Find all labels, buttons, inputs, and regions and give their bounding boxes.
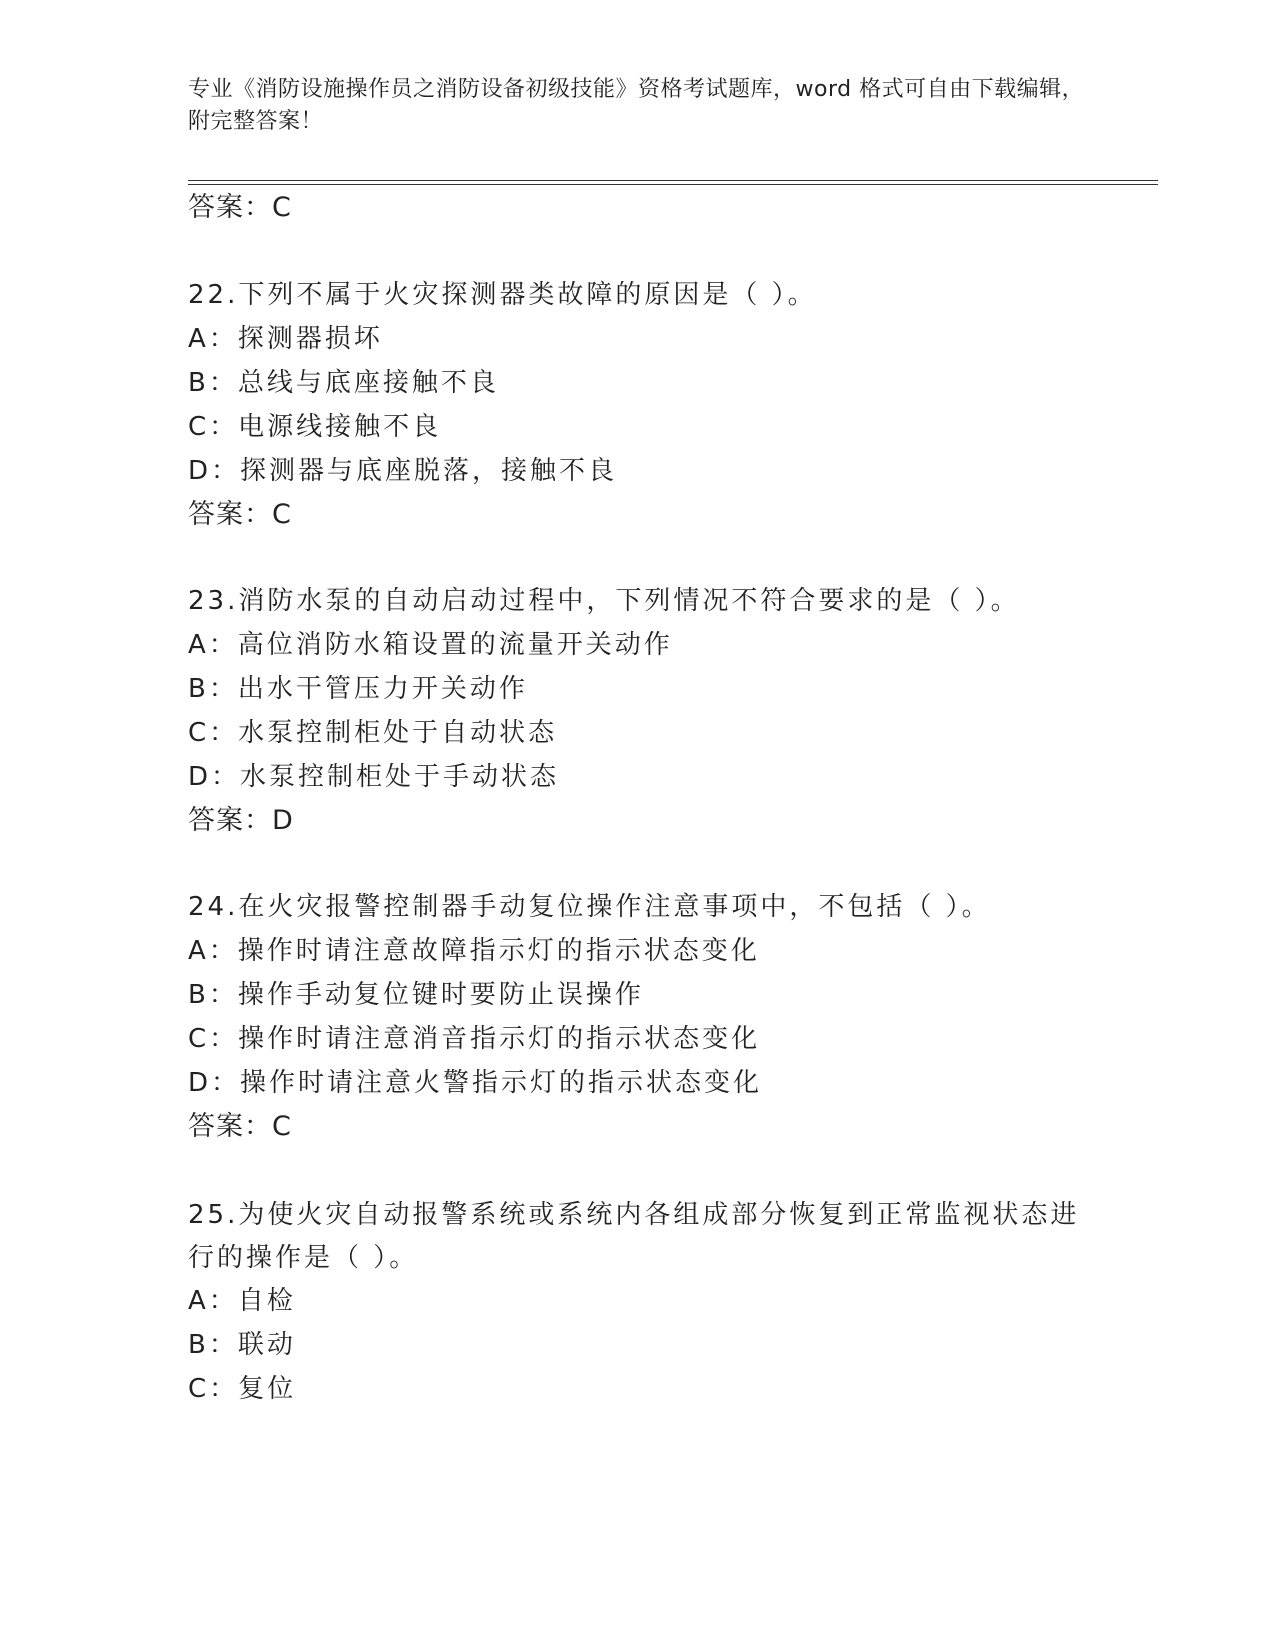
question-23-option-d: D：水泵控制柜处于手动状态 <box>188 762 560 792</box>
header-divider-bottom <box>188 184 1158 185</box>
previous-answer: 答案：C <box>188 192 292 223</box>
question-23-option-b: B：出水干管压力开关动作 <box>188 674 528 704</box>
question-23-answer: 答案：D <box>188 805 294 836</box>
question-25-option-a: A：自检 <box>188 1286 296 1316</box>
question-22-option-a: A：探测器损坏 <box>188 324 383 354</box>
question-25-option-b: B：联动 <box>188 1330 296 1360</box>
question-24-answer: 答案：C <box>188 1111 292 1142</box>
question-24-option-d: D：操作时请注意火警指示灯的指示状态变化 <box>188 1068 763 1098</box>
document-header: 专业《消防设施操作员之消防设备初级技能》资格考试题库，word 格式可自由下载编辑，附完整答案！ <box>188 77 1085 134</box>
question-24-stem: 24.在火灾报警控制器手动复位操作注意事项中，不包括（ ）。 <box>188 892 991 922</box>
question-24-option-a: A：操作时请注意故障指示灯的指示状态变化 <box>188 936 760 966</box>
question-22-option-c: C：电源线接触不良 <box>188 412 442 442</box>
question-24-option-c: C：操作时请注意消音指示灯的指示状态变化 <box>188 1024 761 1054</box>
header-divider-top <box>188 180 1158 181</box>
question-22-option-b: B：总线与底座接触不良 <box>188 368 499 398</box>
question-23-stem: 23.消防水泵的自动启动过程中，下列情况不符合要求的是（ ）。 <box>188 586 1020 616</box>
question-22-option-d: D：探测器与底座脱落，接触不良 <box>188 456 618 486</box>
question-22-answer: 答案：C <box>188 499 292 530</box>
question-23-option-a: A：高位消防水箱设置的流量开关动作 <box>188 630 673 660</box>
question-23-option-c: C：水泵控制柜处于自动状态 <box>188 718 558 748</box>
question-25-stem: 25.为使火灾自动报警系统或系统内各组成部分恢复到正常监视状态进行的操作是（ ）。 <box>188 1200 1080 1273</box>
question-24-option-b: B：操作手动复位键时要防止误操作 <box>188 980 644 1010</box>
question-22-stem: 22.下列不属于火灾探测器类故障的原因是（ ）。 <box>188 280 817 310</box>
question-25-option-c: C：复位 <box>188 1374 297 1404</box>
